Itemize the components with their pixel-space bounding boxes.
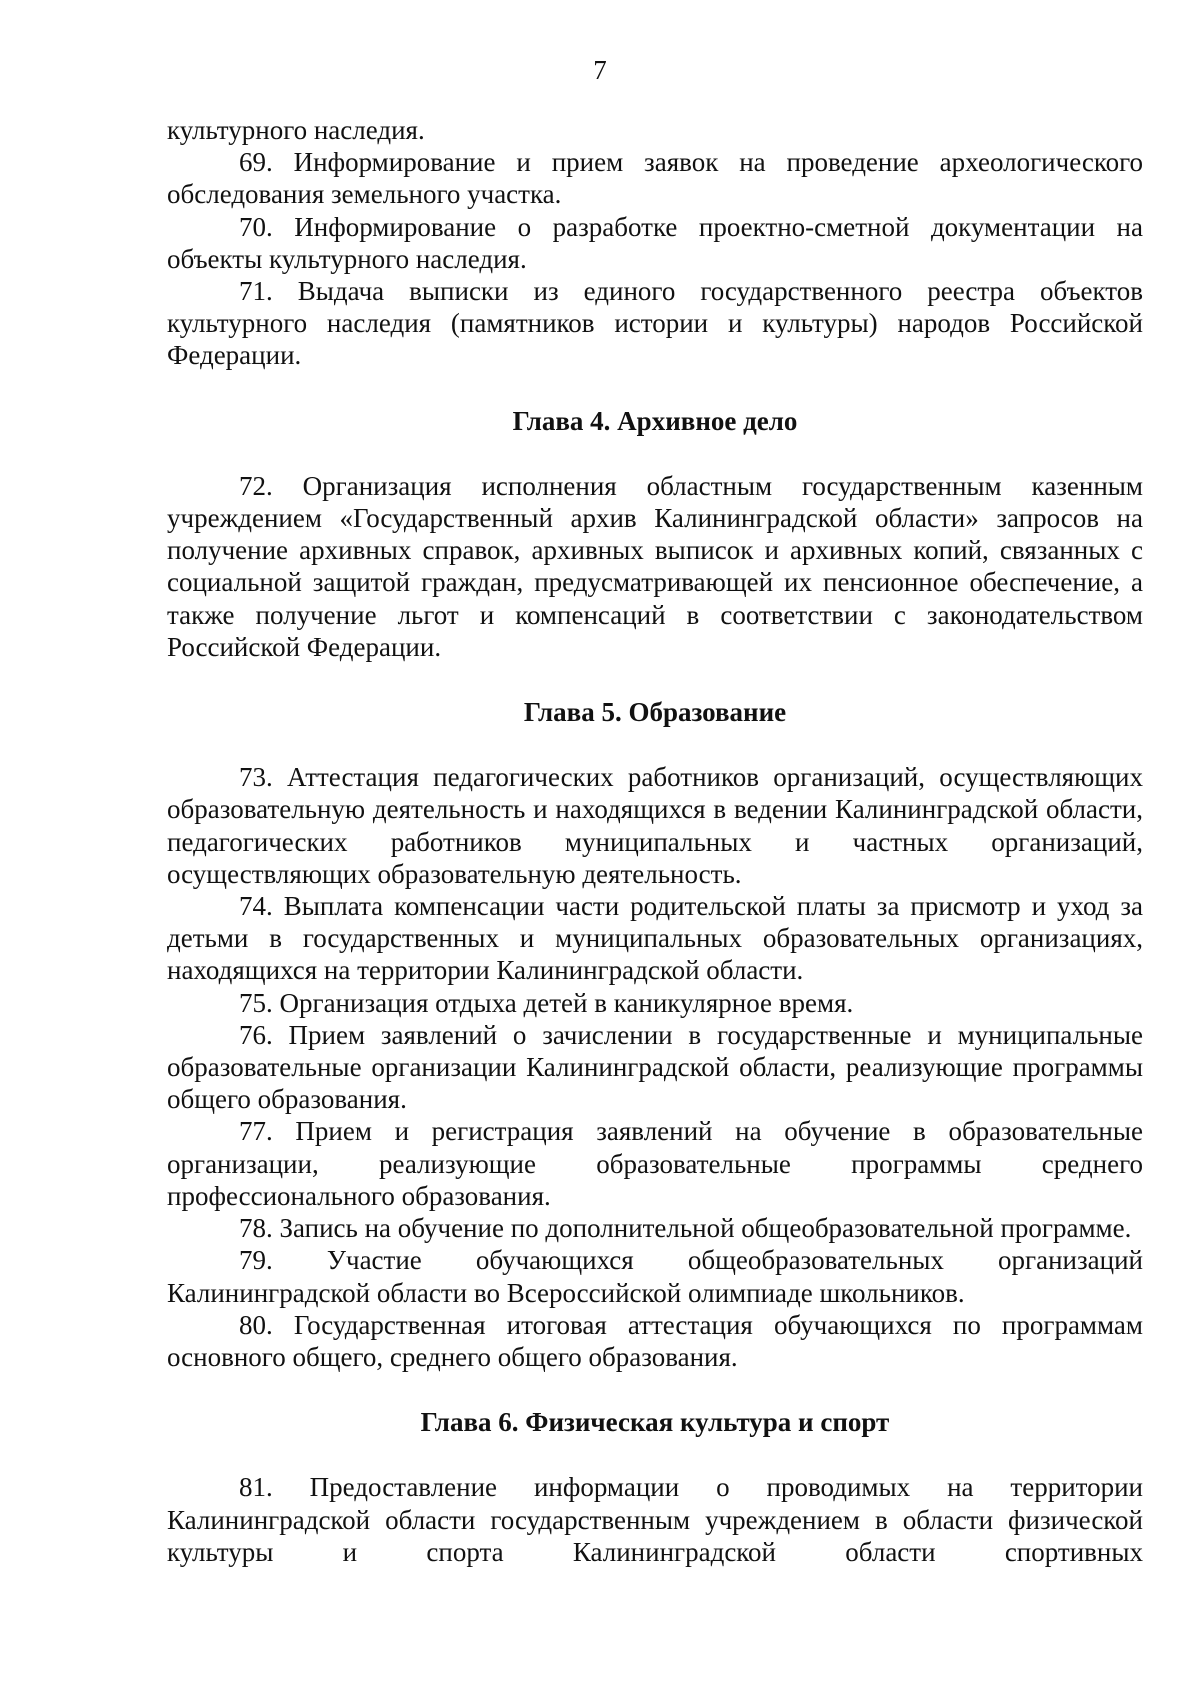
document-body <box>167 114 1143 1568</box>
item-78: 78. Запись на обучение по дополнительной общеобразовательной программе. <box>239 1213 1132 1244</box>
item-76: 76. Прием заявлений о зачислении в государственные и муниципальные образовательные организации Калининградской области, реализующие программы общего образования. <box>167 1019 1143 1115</box>
chapter-4-heading: Глава 4. Архивное дело <box>512 405 798 436</box>
item-74: 74. Выплата компенсации части родительской платы за присмотр и уход за детьми в государственных и муниципальных образовательных организациях, находящихся на территории Калининградской области. <box>167 891 1143 986</box>
page-number: 7 <box>593 55 607 85</box>
item-79: 79. Участие обучающихся общеобразовательных организаций Калининградской области во Всероссийской олимпиаде школьников. <box>167 1245 1143 1308</box>
item-73: 73. Аттестация педагогических работников организаций, осуществляющих образовательную деятельность и находящихся в ведении Калининградской области, педагогических работников муниципальных и частных организаций, осуществляющих образовательную деятельность. <box>167 762 1143 889</box>
item-80: 80. Государственная итоговая аттестация обучающихся по программам основного общего, среднего общего образования. <box>167 1309 1143 1372</box>
chapter-5-heading: Глава 5. Образование <box>523 697 787 728</box>
item-70: 70. Информирование о разработке проектно-сметной документации на объекты культурного наследия. <box>167 211 1143 274</box>
item-71: 71. Выдача выписки из единого государственного реестра объектов культурного наследия (памятников истории и культуры) народов Российской Федерации. <box>167 276 1143 371</box>
chapter-6-heading: Глава 6. Физическая культура и спорт <box>420 1407 890 1438</box>
item-72: 72. Организация исполнения областным государственным казенным учреждением «Государственный архив Калининградской области» запросов на получение архивных справок, архивных выписок и архивных копий, связанных с социальной защитой граждан, предусматривающей их пенсионное обеспечение, а также получение льгот и компенсаций в соответствии с законодательством Российской Федерации. <box>167 470 1143 662</box>
item-69: 69. Информирование и прием заявок на проведение археологического обследования земельного участка. <box>167 147 1143 210</box>
item-75: 75. Организация отдыха детей в каникулярное время. <box>239 987 854 1018</box>
item-77: 77. Прием и регистрация заявлений на обучение в образовательные организации, реализующие образовательные программы среднего профессионального образования. <box>167 1116 1143 1211</box>
continuation-text: культурного наследия. <box>167 115 425 145</box>
item-81: 81. Предоставление информации о проводимых на территории Калининградской области государственным учреждением в области физической культуры и спорта Калининградской области спортивных <box>167 1472 1143 1567</box>
